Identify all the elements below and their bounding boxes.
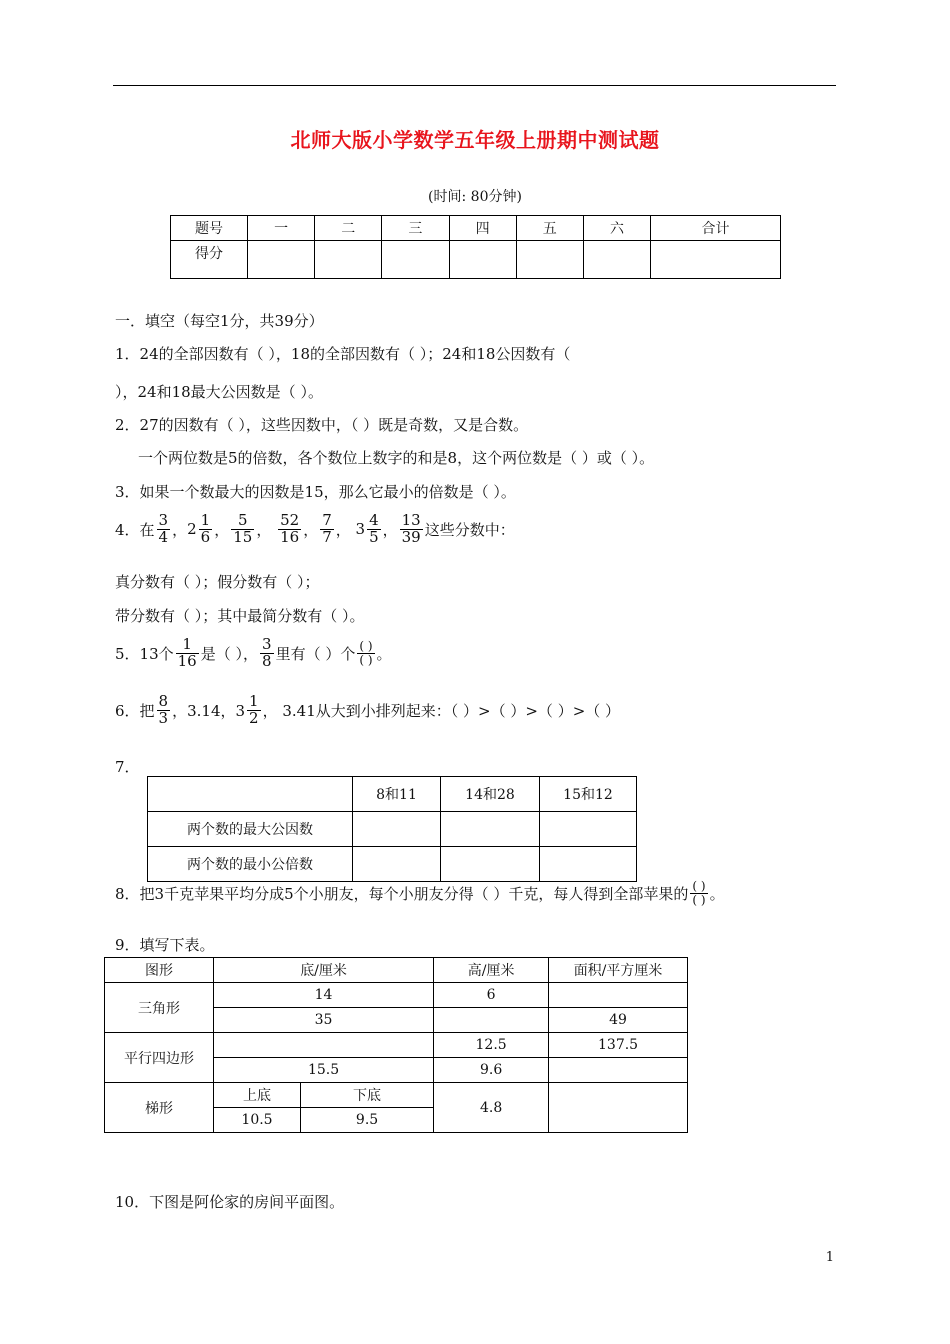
fraction: $\frac{13}{39}$ [401, 511, 421, 546]
answer-cell[interactable] [434, 1008, 549, 1033]
table-header-cell: 图形 [105, 958, 214, 983]
table-row-label: 两个数的最小公倍数 [148, 847, 353, 882]
table-row-label: 两个数的最大公因数 [148, 812, 353, 847]
section-heading: 一．填空（每空1分，共39分） [115, 312, 324, 330]
shape-label: 平行四边形 [105, 1033, 214, 1083]
answer-cell[interactable] [540, 847, 637, 882]
fraction: $\frac{3}{8}$ [262, 635, 272, 670]
time-limit: (时间: 80分钟) [428, 189, 522, 205]
score-table [170, 215, 781, 279]
fraction: $\frac{1}{2}$ [249, 692, 259, 727]
score-header-cell: 二 [315, 216, 382, 241]
answer-cell[interactable] [549, 983, 688, 1008]
score-row-label: 得分 [171, 241, 248, 279]
score-cell[interactable] [248, 241, 315, 279]
table-cell: 6 [434, 983, 549, 1008]
fraction: $\frac{3}{4}$ [158, 511, 169, 546]
fraction: $\frac{1}{16}$ [177, 635, 197, 670]
blank-fraction[interactable]: $\frac{( )}{( )}$ [692, 879, 706, 907]
question-4b: 带分数有（ ）；其中最简分数有（ ）。 [115, 607, 365, 625]
table-cell: 35 [214, 1008, 434, 1033]
fraction: $\frac{7}{7}$ [322, 511, 332, 546]
score-header-cell: 六 [583, 216, 650, 241]
score-header-cell: 题号 [171, 216, 248, 241]
q5-text: 5．13个 [115, 644, 174, 663]
table-header-cell: 15和12 [540, 777, 637, 812]
answer-cell[interactable] [549, 1058, 688, 1083]
table-subheader: 上底 [214, 1083, 301, 1108]
score-cell[interactable] [382, 241, 449, 279]
gcd-lcm-table [147, 776, 637, 882]
table-header-cell: 高/厘米 [434, 958, 549, 983]
area-table [104, 957, 688, 1133]
question-2b: 一个两位数是5的倍数，各个数位上数字的和是8，这个两位数是（ ）或（ ）。 [138, 449, 655, 467]
table-header-cell: 底/厘米 [214, 958, 434, 983]
score-header-cell: 合计 [651, 216, 781, 241]
answer-cell[interactable] [549, 1083, 688, 1133]
table-header-cell [148, 777, 353, 812]
score-cell[interactable] [449, 241, 516, 279]
table-header-cell: 14和28 [441, 777, 540, 812]
page-title: 北师大版小学数学五年级上册期中测试题 [290, 128, 660, 152]
table-cell: 9.6 [434, 1058, 549, 1083]
fraction: $\frac{5}{15}$ [233, 511, 253, 546]
q8-text: 。 [709, 884, 725, 903]
page-number: 1 [825, 1250, 834, 1265]
header-rule [113, 85, 836, 86]
q6-text: ，3.14，3 [172, 701, 246, 720]
question-8 [115, 880, 725, 906]
answer-cell[interactable] [353, 847, 441, 882]
score-header-cell: 一 [248, 216, 315, 241]
table-cell: 49 [549, 1008, 688, 1033]
fraction: 2 $\frac{1}{6}$ [187, 511, 211, 546]
table-cell: 15.5 [214, 1058, 434, 1083]
question-9-label: 9．填写下表。 [115, 936, 215, 954]
table-cell: 4.8 [434, 1083, 549, 1133]
score-header-cell: 三 [382, 216, 449, 241]
table-cell: 137.5 [549, 1033, 688, 1058]
fraction: 3 $\frac{4}{5}$ [355, 511, 379, 546]
score-header-cell: 五 [516, 216, 583, 241]
q4-prefix: 4．在 [115, 520, 155, 539]
question-4: 4．在 $\frac{3}{4}$ ， 2 $\frac{1}{6}$ ， $\frac{5}{15}$ ， $\frac{52}{16}$ ， $\frac{7}{7}$ ， 3 $\frac{4}{5}$ ， $\frac{13}{39}$ 这些分数中： [115, 511, 515, 546]
question-10: 10．下图是阿伦家的房间平面图。 [115, 1193, 345, 1211]
score-cell[interactable] [583, 241, 650, 279]
answer-cell[interactable] [214, 1033, 434, 1058]
q8-text: 8．把3千克苹果平均分成5个小朋友，每个小朋友分得（ ）千克，每人得到全部苹果的 [115, 884, 689, 903]
question-3: 3．如果一个数最大的因数是15，那么它最小的倍数是（ ）。 [115, 483, 516, 501]
answer-cell[interactable] [441, 812, 540, 847]
score-cell[interactable] [315, 241, 382, 279]
shape-label: 三角形 [105, 983, 214, 1033]
q5-text: 里有（ ）个 [275, 644, 356, 663]
table-cell: 12.5 [434, 1033, 549, 1058]
question-1b: ），24和18最大公因数是（ ）。 [115, 383, 323, 401]
shape-label: 梯形 [105, 1083, 214, 1133]
table-cell: 10.5 [214, 1108, 301, 1133]
score-header-cell: 四 [449, 216, 516, 241]
table-cell: 9.5 [301, 1108, 434, 1133]
answer-cell[interactable] [441, 847, 540, 882]
answer-cell[interactable] [540, 812, 637, 847]
blank-fraction[interactable]: $\frac{( )}{( )}$ [359, 639, 373, 667]
q4-suffix: 这些分数中： [424, 520, 515, 539]
q5-text: 是（ ）， [200, 644, 259, 663]
q6-text: ， 3.41从大到小排列起来：（ ）>（ ）>（ ）>（ ） [262, 701, 621, 720]
table-header-cell: 面积/平方厘米 [549, 958, 688, 983]
fraction: $\frac{8}{3}$ [158, 692, 169, 727]
question-1a: 1．24的全部因数有（ ），18的全部因数有（ ）；24和18公因数有（ [115, 345, 571, 363]
table-header-cell: 8和11 [353, 777, 441, 812]
score-cell[interactable] [516, 241, 583, 279]
question-4a: 真分数有（ ）；假分数有（ ）； [115, 573, 320, 591]
question-6 [115, 694, 620, 727]
table-subheader: 下底 [301, 1083, 434, 1108]
question-2: 2．27的因数有（ ），这些因数中，（ ）既是奇数，又是合数。 [115, 416, 529, 434]
question-5 [115, 637, 392, 670]
fraction: $\frac{52}{16}$ [280, 511, 300, 546]
answer-cell[interactable] [353, 812, 441, 847]
score-cell[interactable] [651, 241, 781, 279]
question-7-label: 7． [115, 758, 140, 776]
table-cell: 14 [214, 983, 434, 1008]
q5-text: 。 [376, 644, 392, 663]
q6-text: 6．把 [115, 701, 155, 720]
